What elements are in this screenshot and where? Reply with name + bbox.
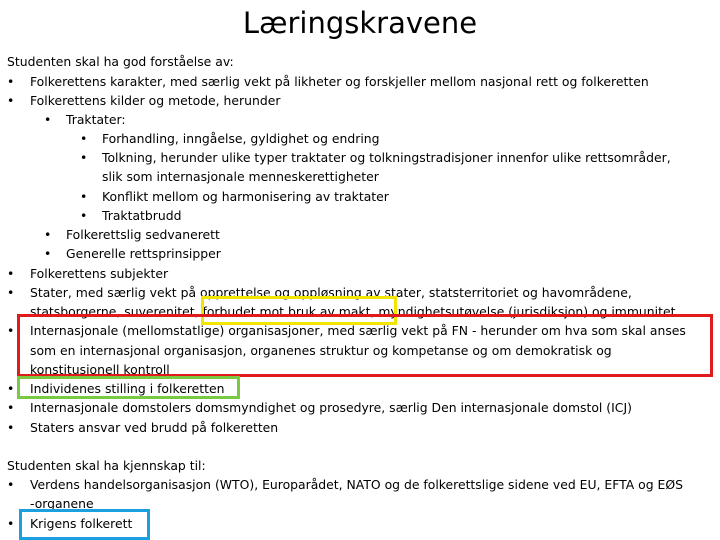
bullet: •	[7, 266, 15, 281]
bullet: •	[44, 227, 52, 242]
bullet: •	[7, 420, 15, 435]
bullet: •	[7, 93, 15, 108]
list-item: Verdens handelsorganisasjon (WTO), Europarådet, NATO og de folkerettslige sidene ved EU, EFTA og EØS	[30, 477, 683, 492]
highlight-box-blue	[19, 509, 150, 540]
bullet: •	[7, 285, 15, 300]
bullet: •	[7, 381, 15, 396]
bullet: •	[80, 189, 88, 204]
list-item: Folkerettslig sedvanerett	[66, 227, 220, 242]
bullet: •	[7, 74, 15, 89]
highlight-box-red	[17, 314, 713, 377]
list-item: Generelle rettsprinsipper	[66, 246, 221, 261]
list-item-continuation: slik som internasjonale menneskerettigheter	[102, 169, 379, 184]
list-item: Individenes stilling i folkeretten	[30, 381, 225, 396]
bullet: •	[44, 112, 52, 127]
list-item: Folkerettens kilder og metode, herunder	[30, 93, 281, 108]
bullet: •	[44, 246, 52, 261]
list-item: Staters ansvar ved brudd på folkeretten	[30, 420, 279, 435]
bullet: •	[80, 150, 88, 165]
bullet: •	[80, 208, 88, 223]
list-item: Traktatbrudd	[102, 208, 182, 223]
list-item: Folkerettens karakter, med særlig vekt på likheter og forskjeller mellom nasjonal rett og folkeretten	[30, 74, 649, 89]
bullet: •	[80, 131, 88, 146]
list-item: Forhandling, inngåelse, gyldighet og endring	[102, 131, 380, 146]
list-item: Krigens folkerett	[30, 516, 133, 531]
list-item: Internasjonale domstolers domsmyndighet og prosedyre, særlig Den internasjonale domstol (ICJ)	[30, 400, 632, 415]
list-item: Internasjonale (mellomstatlige) organisasjoner, med særlig vekt på FN - herunder om hva som skal anses	[30, 323, 686, 338]
list-item-continuation: statsborgerne, suverenitet, forbudet mot bruk av makt, myndighetsutøvelse (jurisdiksjon) og immunitet	[30, 304, 676, 319]
bullet: •	[7, 477, 15, 492]
list-item: Tolkning, herunder ulike typer traktater og tolkningstradisjoner innenfor ulike rettsområder,	[102, 150, 671, 165]
bullet: •	[7, 323, 15, 338]
list-item-continuation: -organene	[30, 496, 94, 511]
slide-title: Læringskravene	[242, 6, 478, 40]
list-item: Folkerettens subjekter	[30, 266, 169, 281]
list-item: Stater, med særlig vekt på opprettelse og oppløsning av stater, statsterritoriet og havområdene,	[30, 285, 632, 300]
list-item: Traktater:	[66, 112, 126, 127]
highlight-box-green	[17, 376, 240, 399]
section1-heading: Studenten skal ha god forståelse av:	[7, 54, 234, 69]
bullet: •	[7, 516, 15, 531]
bullet: •	[7, 400, 15, 415]
section2-heading: Studenten skal ha kjennskap til:	[7, 458, 206, 473]
list-item-continuation: som en internasjonal organisasjon, organenes struktur og kompetanse og om demokratisk og	[30, 343, 612, 358]
list-item-continuation: konstitusjonell kontroll	[30, 362, 170, 377]
list-item: Konflikt mellom og harmonisering av traktater	[102, 189, 389, 204]
